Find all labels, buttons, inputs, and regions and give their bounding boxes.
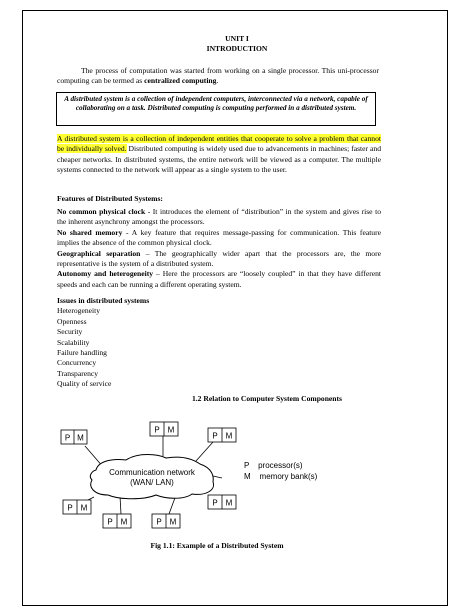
unit-title: UNIT I	[225, 34, 249, 43]
processor-label: P	[212, 431, 218, 441]
highlighted-definition: A distributed system is a collection of independent entities that cooperate to solve a problem that cannot be individually solved.	[57, 134, 381, 154]
issue-item: Heterogeneity	[57, 306, 101, 316]
feature-text: - A key feature that requires message-passing for communication. This feature implies the absence of the common physical clock.	[57, 227, 382, 248]
feature-text: - It introduces the element of “distribution” in the system and gives rise to the inherent asynchrony amongst the processors.	[57, 207, 381, 227]
processor-label: P	[156, 517, 162, 527]
node-bottom-left	[103, 514, 131, 528]
memory-label: M	[120, 517, 128, 527]
issue-item: Security	[57, 327, 83, 337]
node-left	[63, 500, 91, 514]
issue-item: Transparency	[57, 368, 99, 378]
feature-term: No shared memory	[57, 227, 123, 237]
memory-label: M	[169, 517, 177, 527]
feature-text: – Here the processors are “loosely coupled” in that they have different speeds and each can be running a different operating system.	[57, 269, 382, 289]
node-bottom-middle	[152, 514, 180, 528]
memory-label: M	[167, 425, 175, 435]
node-top-left	[61, 430, 87, 444]
node-top-right	[208, 428, 236, 442]
node-top-middle	[150, 422, 178, 436]
section-heading: 1.2 Relation to Computer System Components	[191, 394, 343, 403]
issue-item: Concurrency	[57, 358, 97, 368]
processor-label: P	[107, 517, 113, 527]
node-bottom-right	[208, 495, 236, 509]
feature-term: No common physical clock	[57, 207, 146, 216]
processor-label: P	[67, 503, 73, 513]
processor-label: P	[64, 433, 71, 443]
paragraph-rest: Distributed computing is widely used due to advancements in machines; faster and cheaper networks. In distributed systems, the entire network will be viewed as a computer. The multiple systems connected to the network will appear as a single system to the user.	[57, 144, 382, 175]
definition-box: A distributed system is a collection of independent computers, interconnected via a network, capable of collaborating on a task. Distributed computing is computing performed in a distributed system.	[56, 92, 376, 126]
memory-label: M	[225, 498, 233, 508]
legend-memory: M memory bank(s)	[244, 472, 318, 481]
processor-label: P	[212, 498, 218, 508]
issues-heading: Issues in distributed systems	[57, 296, 150, 305]
feature-term: Geographical separation	[57, 248, 141, 258]
unit-subtitle: INTRODUCTION	[206, 44, 268, 53]
processor-label: P	[154, 425, 160, 435]
intro-bold: centralized computing	[144, 76, 217, 86]
issue-item: Failure handling	[57, 348, 107, 358]
figure-caption: Fig 1.1: Example of a Distributed System	[150, 541, 284, 550]
feature-text: – The geographically wider apart that the processors are, the more representative is the system of a distributed system.	[57, 248, 381, 269]
network-label-line2: (WAN/ LAN)	[130, 478, 174, 487]
feature-term: Autonomy and heterogeneity	[57, 269, 154, 279]
memory-label: M	[225, 431, 233, 441]
network-label-line1: Communication network	[109, 468, 195, 477]
legend-processor: P processor(s)	[244, 461, 303, 470]
issue-item: Scalability	[57, 337, 90, 347]
issue-item: Quality of service	[57, 379, 112, 389]
memory-label: M	[80, 503, 88, 513]
memory-label: M	[77, 433, 84, 443]
intro-text: The process of computation was started from working on a single processor. This uni-processor computing can be termed as	[57, 66, 379, 86]
features-heading: Features of Distributed Systems:	[57, 194, 163, 203]
intro-end: .	[216, 76, 219, 86]
issue-item: Openness	[57, 316, 87, 326]
